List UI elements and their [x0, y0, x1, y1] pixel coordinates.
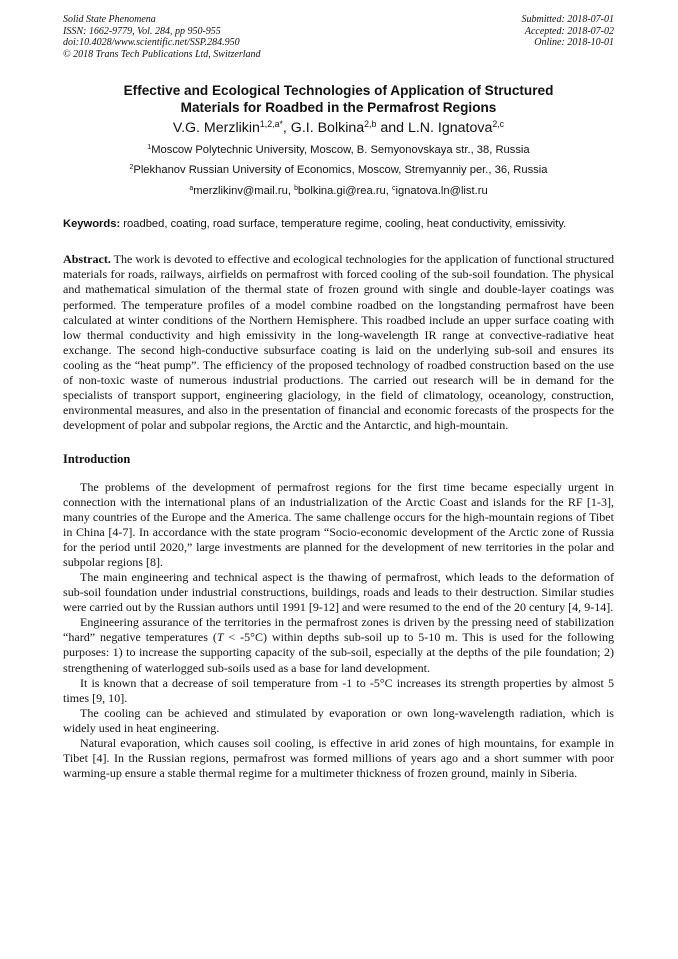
- paragraph-text: < -5°C) within depths sub-soil up to 5-10 m. This is used for the following purposes: 1) to increase the supporting capacity of the sub-soil, especially at the depths of the pile foundation; 2) strengthening of waterlogged sub-soils used as a base for land development.: [63, 630, 614, 675]
- submission-dates: [522, 14, 615, 60]
- paragraph: Natural evaporation, which causes soil cooling, is effective in arid zones of high mountains, for example in Tibet [4]. In the Russian regions, permafrost was formed millions of years ago and a short summer with poor warming-up ensure a stable thermal regime for a multimeter thickness of frozen ground, mainly in Siberia.: [63, 735, 614, 780]
- author-2: G.I. Bolkina: [290, 120, 365, 137]
- author-separator: ,: [282, 120, 291, 137]
- introduction-body: [63, 480, 614, 781]
- paper-page: [63, 14, 614, 781]
- section-heading-introduction: Introduction: [63, 451, 131, 466]
- author-separator: and: [376, 120, 408, 137]
- title-line-1: Effective and Ecological Technologies of Application of Structured: [123, 83, 554, 99]
- issn-line: ISSN: 1662-9779, Vol. 284, pp 950-955: [63, 25, 221, 37]
- email-link[interactable]: ignatova.ln@list.ru: [395, 185, 488, 198]
- paragraph: It is known that a decrease of soil temperature from -1 to -5°C increases its strength properties by almost 5 times [9, 10].: [63, 675, 614, 705]
- abstract-block: [63, 252, 614, 433]
- paragraph: The cooling can be achieved and stimulated by evaporation or own long-wavelength radiation, which is widely used in heat engineering.: [63, 705, 614, 735]
- publication-info: [63, 14, 261, 60]
- paragraph: [63, 615, 614, 675]
- affiliation-2: [63, 163, 614, 177]
- author-3-affiliation: 2,c: [492, 119, 505, 130]
- paragraph-text: Engineering assurance of the territories in the permafrost zones is driven by the pressing need of stabilization “hard” negative temperatures (: [63, 615, 614, 645]
- author-1-affiliation: 1,2,a*: [259, 119, 283, 130]
- author-2-affiliation: 2,b: [364, 119, 377, 130]
- copyright-line: © 2018 Trans Tech Publications Ltd, Switzerland: [63, 48, 261, 60]
- keywords-text: roadbed, coating, road surface, temperature regime, cooling, heat conductivity, emissivity.: [120, 218, 567, 231]
- journal-name: Solid State Phenomena: [63, 14, 156, 25]
- email-marker: b: [294, 185, 298, 193]
- submitted-date: Submitted: 2018-07-01: [521, 14, 614, 25]
- journal-header: [63, 14, 614, 60]
- email-marker: a: [189, 185, 194, 193]
- abstract-label: Abstract.: [63, 252, 111, 267]
- affiliation-1: [63, 143, 614, 157]
- email-link[interactable]: bolkina.gi@rea.ru,: [297, 185, 392, 198]
- abstract-text: The work is devoted to effective and ecological technologies for the application of functional structured materials for roads, railways, airfields on permafrost with forced cooling of the sub-soil foundation. The physical and mathematical simulation of the thermal state of frozen ground with single and double-layer coatings was performed. The temperature profiles of a model combine roadbed on the longstanding permafrost have been calculated at winter conditions of the Northern Hemisphere. This roadbed include an upper surface coating with low thermal conductivity and high emissivity in the long-wavelength IR range at convective-radiative heat exchange. The second high-conductive subsurface coating is laid on the underlying sub-soil and ensures its cooling as the “heat pump”. The efficiency of the proposed technology of roadbed construction based on the use of non-toxic waste of numerous industrial productions. The carried out research will be in demand for the specialists of transport support, engineering glaciology, in the field of climatology, oceanology, construction, environmental measures, and also in the presentation of financial and economic forecasts of the prospects for the development of polar and subpolar regions, the Arctic and the Antarctic, and high-mountain.: [63, 252, 614, 432]
- email-list: [63, 184, 614, 198]
- paper-title: [63, 82, 614, 116]
- temperature-variable: T: [216, 630, 224, 645]
- doi-link[interactable]: doi:10.4028/www.scientific.net/SSP.284.950: [63, 37, 240, 49]
- affiliation-text: Plekhanov Russian University of Economics, Moscow, Stremyanniy per., 36, Russia: [133, 164, 548, 177]
- affiliation-marker: 2: [129, 164, 134, 172]
- affiliation-marker: 1: [147, 144, 152, 152]
- online-date: Online: 2018-10-01: [534, 37, 614, 49]
- author-list: [63, 119, 614, 138]
- affiliation-text: Moscow Polytechnic University, Moscow, B. Semyonovskaya str., 38, Russia: [151, 144, 530, 157]
- keywords-label: Keywords:: [63, 218, 121, 231]
- keywords-block: [63, 217, 614, 231]
- author-1: V.G. Merzlikin: [172, 120, 260, 137]
- author-3: L.N. Ignatova: [407, 120, 493, 137]
- paragraph: The main engineering and technical aspect is the thawing of permafrost, which leads to the deformation of sub-soil foundation under industrial constructions, buildings, roads and leads to their destruction. Similar studies were carried out by the Russian authors until 1991 [9-12] and were resumed to the end of the 20 century [4, 9-14].: [63, 570, 614, 615]
- email-link[interactable]: merzlikinv@mail.ru,: [193, 185, 295, 198]
- paragraph: The problems of the development of permafrost regions for the first time became especially urgent in connection with the international plans of an industrialization of the Arctic Coast and islands for the RF [1-3], many countries of the Europe and the America. The same challenge occurs for the high-mountain regions of Tibet in China [4-7]. In accordance with the state program “Socio-economic development of the Arctic zone of Russia for the period until 2020,” large investments are planned for the development of new territories in the polar and subpolar regions [8].: [63, 479, 614, 570]
- email-marker: c: [392, 185, 396, 193]
- accepted-date: Accepted: 2018-07-02: [524, 25, 614, 37]
- title-line-2: Materials for Roadbed in the Permafrost Regions: [180, 100, 497, 116]
